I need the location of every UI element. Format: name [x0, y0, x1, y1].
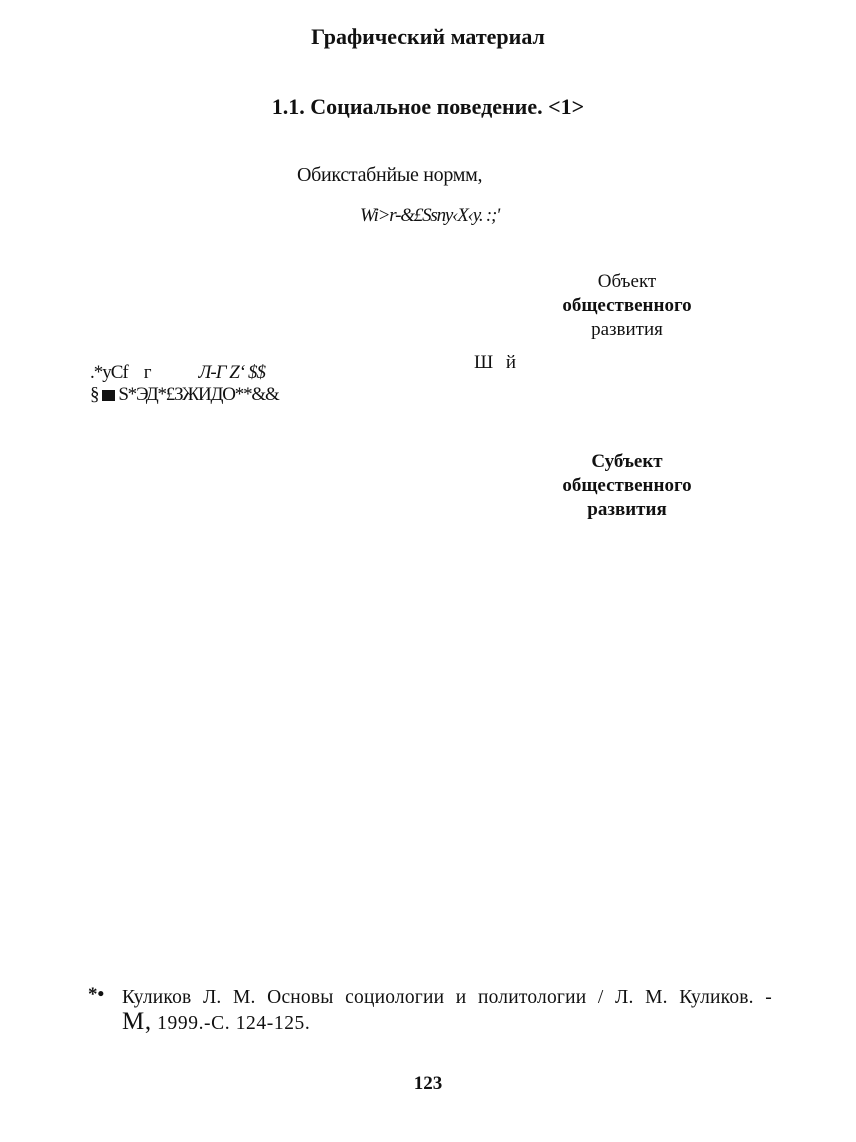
subject-box-line-2: общественного: [562, 475, 692, 496]
object-box-line-1: Объект: [597, 271, 657, 292]
left-artifact-part-3: Л-Г Z‘ $$: [198, 362, 265, 383]
footnote-text-line-1: Куликов Л. М. Основы социологии и политологии / Л. М. Куликов. -: [122, 987, 772, 1008]
scan-artifact-mid: Ш й: [474, 352, 517, 373]
left-artifact-line-2: [90, 384, 279, 406]
black-square-icon: [102, 390, 115, 401]
subject-box-line-3: развития: [587, 499, 667, 520]
diagram-label-garbled-1: Обикстабнйые нормм,: [297, 164, 483, 186]
object-box-line-3: развития: [591, 319, 663, 340]
section-title: 1.1. Социальное поведение. <1>: [271, 94, 585, 119]
left-artifact-line-1: [90, 362, 265, 384]
footnote-text-line-2: [122, 1008, 310, 1036]
diagram-label-garbled-2: Wi>r-&£Ssnу‹Х‹у. :;': [360, 205, 500, 226]
left-artifact-section-sign: §: [90, 384, 99, 405]
subject-box-line-1: Субъект: [591, 451, 663, 472]
left-artifact-line-2-text: S*ЭД*£ЗЖИДО**&&: [118, 384, 279, 405]
page-number: 123: [413, 1073, 443, 1094]
footnote-year-pages: 1999.-С. 124-125.: [157, 1013, 311, 1034]
footnote-marker: *•: [88, 984, 105, 1005]
object-box-line-2: общественного: [562, 295, 692, 316]
subject-of-development-box: [520, 450, 734, 522]
footnote-city: М,: [122, 1008, 152, 1035]
left-artifact-part-2: г: [143, 362, 151, 383]
object-of-development-box: [520, 270, 734, 342]
left-artifact-part-1: .*уCf: [90, 362, 128, 383]
page-heading: Графический материал: [311, 24, 545, 49]
